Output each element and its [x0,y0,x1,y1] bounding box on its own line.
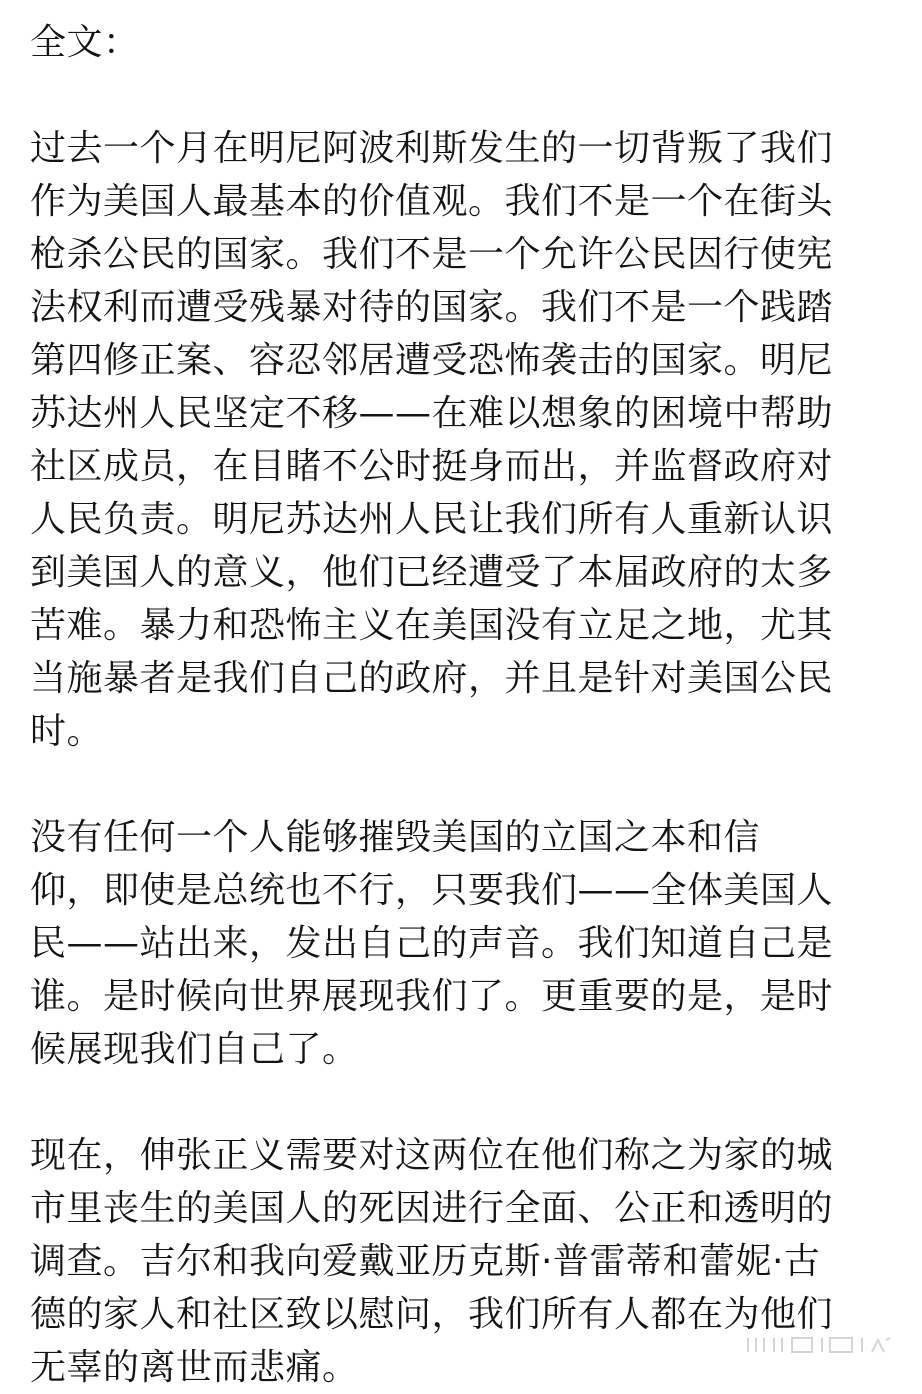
text-line: 社区成员，在目睹不公时挺身而出，并监督政府对 [30,446,834,487]
text-line: 谁。是时候向世界展现我们了。更重要的是，是时 [30,976,834,1017]
text-line: 到美国人的意义，他们已经遭受了本届政府的太多 [30,552,834,593]
paragraph-spacer [30,758,898,811]
watermark [744,1334,894,1356]
text-line: 民——站出来，发出自己的声音。我们知道自己是 [30,923,834,964]
text-line: 无辜的离世而悲痛。 [30,1347,359,1388]
paragraph-spacer [30,1076,898,1129]
text-line: 苦难。暴力和恐怖主义在美国没有立足之地，尤其 [30,605,834,646]
text-line: 过去一个月在明尼阿波利斯发生的一切背叛了我们 [30,128,834,169]
text-line: 仰，即使是总统也不行，只要我们——全体美国人 [30,870,834,911]
text-line: 候展现我们自己了。 [30,1029,359,1070]
text-line: 人民负责。明尼苏达州人民让我们所有人重新认识 [30,499,834,540]
watermark-logo-icon [744,1334,894,1356]
paragraph-spacer [30,69,898,122]
paragraph-2 [30,811,898,1076]
text-line: 现在，伸张正义需要对这两位在他们称之为家的城 [30,1135,834,1176]
text-line: 时。 [30,711,104,752]
text-line: 第四修正案、容忍邻居遭受恐怖袭击的国家。明尼 [30,340,834,381]
text-line: 德的家人和社区致以慰问，我们所有人都在为他们 [30,1294,834,1335]
text-line: 调查。吉尔和我向爱戴亚历克斯·普雷蒂和蕾妮·古 [30,1241,821,1282]
text-line: 市里丧生的美国人的死因进行全面、公正和透明的 [30,1188,834,1229]
text-line: 作为美国人最基本的价值观。我们不是一个在街头 [30,181,834,222]
document-heading: 全文： [30,22,140,63]
text-line: 法权利而遭受残暴对待的国家。我们不是一个践踏 [30,287,834,328]
text-line: 当施暴者是我们自己的政府，并且是针对美国公民 [30,658,834,699]
text-line: 没有任何一个人能够摧毁美国的立国之本和信 [30,817,761,858]
text-line: 枪杀公民的国家。我们不是一个允许公民因行使宪 [30,234,834,275]
paragraph-1 [30,122,898,758]
document-body [30,16,898,1394]
text-line: 苏达州人民坚定不移——在难以想象的困境中帮助 [30,393,834,434]
